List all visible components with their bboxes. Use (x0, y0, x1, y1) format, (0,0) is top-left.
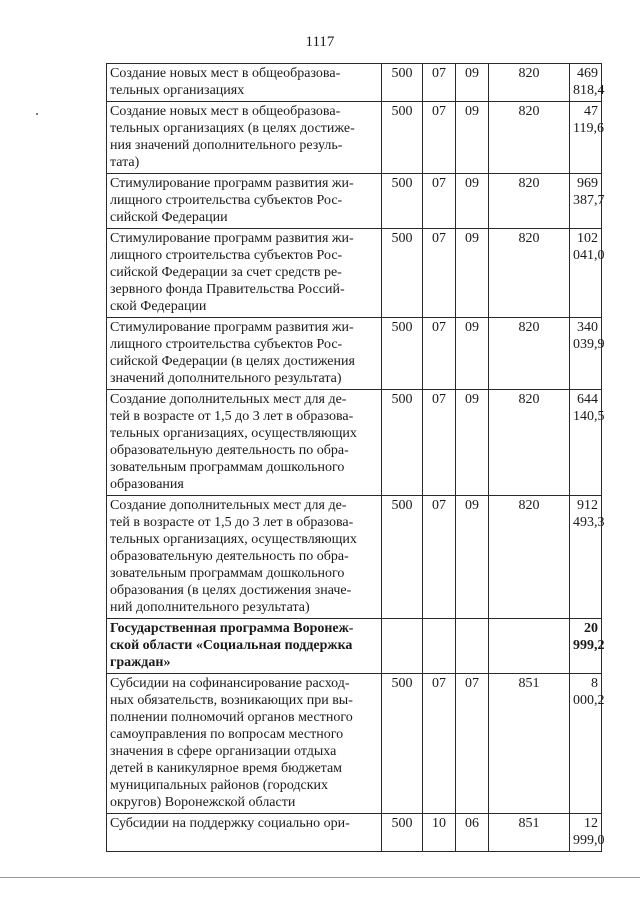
ministry-code-cell: 500 (382, 674, 423, 814)
amount-cell: 102 041,0 (570, 229, 602, 318)
amount-cell: 644 140,5 (570, 390, 602, 496)
section-code-cell: 10 (423, 814, 456, 852)
expense-type-code-cell: 851 (489, 814, 570, 852)
subsection-code-cell: 09 (456, 174, 489, 229)
section-code-cell: 07 (423, 390, 456, 496)
subsection-code-cell: 09 (456, 390, 489, 496)
ministry-code-cell: 500 (382, 390, 423, 496)
subsection-code-cell: 09 (456, 496, 489, 619)
subsection-code-cell: 09 (456, 318, 489, 390)
amount-cell: 47 119,6 (570, 102, 602, 174)
expense-type-code-cell: 820 (489, 64, 570, 102)
section-code-cell: 07 (423, 64, 456, 102)
table-row (107, 619, 602, 674)
page-number: 1117 (305, 34, 335, 50)
section-code-cell: 07 (423, 229, 456, 318)
subsection-code-cell: 09 (456, 102, 489, 174)
expense-type-code-cell (489, 619, 570, 674)
expense-type-code-cell: 851 (489, 674, 570, 814)
expense-type-code-cell: 820 (489, 174, 570, 229)
ministry-code-cell: 500 (382, 229, 423, 318)
amount-cell: 340 039,9 (570, 318, 602, 390)
table-row (107, 102, 602, 174)
ministry-code-cell: 500 (382, 318, 423, 390)
section-code-cell: 07 (423, 102, 456, 174)
subsection-code-cell: 09 (456, 64, 489, 102)
table-row (107, 174, 602, 229)
subsection-code-cell: 06 (456, 814, 489, 852)
ministry-code-cell: 500 (382, 174, 423, 229)
expense-type-code-cell: 820 (489, 102, 570, 174)
table-row (107, 390, 602, 496)
subsection-code-cell (456, 619, 489, 674)
table-row (107, 229, 602, 318)
table-row (107, 814, 602, 852)
section-code-cell (423, 619, 456, 674)
scan-speck (36, 113, 38, 115)
section-code-cell: 07 (423, 496, 456, 619)
section-code-cell: 07 (423, 674, 456, 814)
section-code-cell: 07 (423, 174, 456, 229)
expense-name-cell: Создание дополнительных мест для де- тей в возрасте от 1,5 до 3 лет в образова- тельных организациях, осуществляющих образовательную деятельность по обра- зовательным программам дошкольного образования (в целях достижения значе- ний дополнительного результата) (107, 496, 382, 619)
budget-table (106, 63, 605, 852)
expense-name-cell: Стимулирование программ развития жи- лищного строительства субъектов Рос- сийской Федерации (107, 174, 382, 229)
expense-type-code-cell: 820 (489, 229, 570, 318)
table-row (107, 64, 602, 102)
page-bottom-rule (0, 877, 640, 878)
expense-name-cell: Создание новых мест в общеобразова- тельных организациях (107, 64, 382, 102)
expense-name-cell: Субсидии на поддержку социально ори- (107, 814, 382, 852)
ministry-code-cell: 500 (382, 102, 423, 174)
expense-name-cell: Создание дополнительных мест для де- тей в возрасте от 1,5 до 3 лет в образова- тельных организациях, осуществляющих образовательную деятельность по обра- зовательным программам дошкольного образования (107, 390, 382, 496)
section-code-cell: 07 (423, 318, 456, 390)
ministry-code-cell (382, 619, 423, 674)
expense-type-code-cell: 820 (489, 390, 570, 496)
amount-cell: 912 493,3 (570, 496, 602, 619)
ministry-code-cell: 500 (382, 814, 423, 852)
table-row (107, 496, 602, 619)
expense-name-cell: Стимулирование программ развития жи- лищного строительства субъектов Рос- сийской Федерации (в целях достижения значений дополнительного результата) (107, 318, 382, 390)
subsection-code-cell: 07 (456, 674, 489, 814)
amount-cell: 20 999,2 (570, 619, 602, 674)
amount-cell: 12 999,0 (570, 814, 602, 852)
expense-name-cell: Создание новых мест в общеобразова- тельных организациях (в целях достиже- ния значений дополнительного резуль- тата) (107, 102, 382, 174)
amount-cell: 8 000,2 (570, 674, 602, 814)
table-row (107, 674, 602, 814)
ministry-code-cell: 500 (382, 496, 423, 619)
expense-name-cell: Государственная программа Воронеж- ской области «Социальная поддержка граждан» (107, 619, 382, 674)
ministry-code-cell: 500 (382, 64, 423, 102)
amount-cell: 969 387,7 (570, 174, 602, 229)
amount-cell: 469 818,4 (570, 64, 602, 102)
subsection-code-cell: 09 (456, 229, 489, 318)
expense-type-code-cell: 820 (489, 496, 570, 619)
expense-name-cell: Субсидии на софинансирование расход- ных обязательств, возникающих при вы- полнении полномочий органов местного самоуправления по вопросам местного значения в сфере организации отдыха детей в каникулярное время бюджетам муниципальных районов (городских округов) Воронежской области (107, 674, 382, 814)
expense-name-cell: Стимулирование программ развития жи- лищного строительства субъектов Рос- сийской Федерации за счет средств ре- зервного фонда Правительства Россий- ской Федерации (107, 229, 382, 318)
expense-type-code-cell: 820 (489, 318, 570, 390)
table-row (107, 318, 602, 390)
budget-table-body (107, 64, 605, 852)
